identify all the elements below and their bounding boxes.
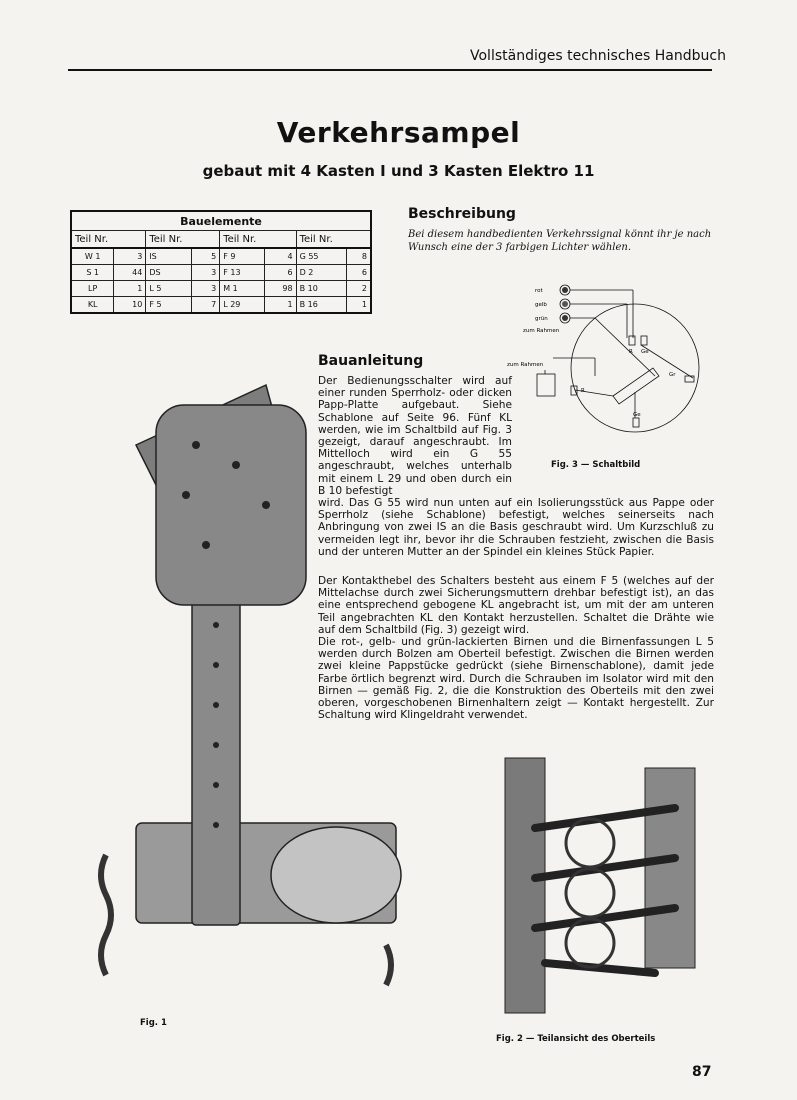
part-number: DS	[146, 265, 191, 281]
part-number: M 1	[220, 281, 265, 297]
wiring-schematic	[505, 280, 715, 460]
part-quantity: 6	[264, 265, 296, 281]
part-number: IS	[146, 248, 191, 265]
description-heading: Beschreibung	[408, 206, 516, 222]
running-header: Vollständiges technisches Handbuch	[470, 48, 726, 64]
label-gruen: grün	[535, 316, 548, 322]
fig3-caption: Fig. 3 — Schaltbild	[551, 460, 641, 470]
instructions-paragraph-1: Der Bedienungsschalter wird auf einer runden Sperrholz- oder dicken Papp-Platte aufgebaut. Siehe Schablone auf Seite 96. Fünf KL werden, wie im Schaltbild auf Fig. 3 gezeigt, darauf angeschraubt. Im Mittelloch wird ein G 55 angeschraubt, welches unterhalb mit einem L 29 und oben durch ein B 10 befestigt	[318, 375, 512, 497]
part-number: L 5	[146, 281, 191, 297]
label-ge-bottom: Ge	[633, 412, 641, 418]
header-rule	[68, 69, 712, 71]
part-quantity: 7	[191, 297, 220, 314]
part-number: KL	[71, 297, 114, 314]
part-quantity: 1	[346, 297, 371, 314]
part-number: B 16	[296, 297, 346, 314]
part-number: F 5	[146, 297, 191, 314]
part-number: D 2	[296, 265, 346, 281]
part-number: F 13	[220, 265, 265, 281]
part-number: G 55	[296, 248, 346, 265]
part-number: L 29	[220, 297, 265, 314]
parts-col-header: Teil Nr.	[71, 231, 146, 249]
table-row	[71, 297, 371, 314]
part-quantity: 10	[114, 297, 146, 314]
label-zum-rahmen-top: zum Rahmen	[523, 328, 560, 334]
parts-table-title: Bauelemente	[71, 211, 371, 231]
label-rot: rot	[535, 288, 543, 294]
page-subtitle: gebaut mit 4 Kasten I und 3 Kasten Elektro 11	[202, 162, 595, 180]
part-quantity: 3	[114, 248, 146, 265]
part-quantity: 98	[264, 281, 296, 297]
part-number: B 10	[296, 281, 346, 297]
page-number: 87	[692, 1064, 712, 1080]
instructions-paragraph-1-cont: wird. Das G 55 wird nun unten auf ein Isolierungsstück aus Pappe oder Sperrholz (siehe Schablone) befestigt, welches seinerseits nach Anbringung von zwei IS an die Basis geschraubt wird. Um Kurzschluß zu vermeiden legt ihr, bevor ihr die Schrauben festzieht, zwischen die Basis und der unteren Mutter an der Spindel ein kleines Stück Papier.	[318, 497, 714, 558]
instructions-paragraph-2: Der Kontakthebel des Schalters besteht aus einem F 5 (welches auf der Mittelachse durch zwei Sicherungsmuttern drehbar befestigt ist), an das eine entsprechend gebogene KL angebracht ist, um mit der am unteren Teil angebrachten KL den Kontakt herzustellen. Schaltet die Drähte wie auf dem Schaltbild (Fig. 3) gezeigt wird.	[318, 575, 714, 636]
part-quantity: 5	[191, 248, 220, 265]
part-quantity: 1	[264, 297, 296, 314]
part-quantity: 2	[346, 281, 371, 297]
part-quantity: 4	[264, 248, 296, 265]
part-quantity: 8	[346, 248, 371, 265]
part-number: S 1	[71, 265, 114, 281]
label-ge-top: Ge	[641, 349, 649, 355]
label-zum-rahmen-left: zum Rahmen	[507, 362, 544, 368]
part-quantity: 3	[191, 265, 220, 281]
fig1-caption: Fig. 1	[140, 1018, 167, 1028]
part-number: F 9	[220, 248, 265, 265]
label-r: R	[581, 388, 585, 394]
parts-table	[70, 210, 372, 314]
description-text: Bei diesem handbedienten Verkehrssignal könnt ihr je nach Wunsch eine der 3 farbigen Lichter wählen.	[408, 229, 712, 253]
parts-col-header: Teil Nr.	[296, 231, 371, 249]
page-title: Verkehrsampel	[276, 116, 521, 149]
table-row	[71, 248, 371, 265]
part-quantity: 3	[191, 281, 220, 297]
part-quantity: 44	[114, 265, 146, 281]
label-r-top: R	[629, 349, 633, 355]
upper-part-detail-photo	[495, 748, 705, 1023]
instructions-paragraph-3: Die rot-, gelb- und grün-lackierten Birnen und die Birnenfassungen L 5 werden durch Bolzen am Oberteil befestigt. Zwischen die Birnen werden zwei kleine Pappstücke gedrückt (siehe Birnenschablone), damit jede Farbe örtlich begrenzt wird. Durch die Schrauben im Isolator wird mit den Birnen — gemäß Fig. 2, die die Konstruktion des Oberteils mit den zwei oberen, vorgeschobenen Birnenhaltern zeigt — Kontakt hergestellt. Zur Schaltung wird Klingeldraht verwendet.	[318, 636, 714, 722]
part-quantity: 6	[346, 265, 371, 281]
part-quantity: 1	[114, 281, 146, 297]
label-gelb: gelb	[535, 302, 547, 308]
part-number: W 1	[71, 248, 114, 265]
label-gr: Gr	[669, 372, 676, 378]
table-row	[71, 281, 371, 297]
parts-col-header: Teil Nr.	[146, 231, 220, 249]
part-number: LP	[71, 281, 114, 297]
fig2-caption: Fig. 2 — Teilansicht des Oberteils	[496, 1034, 656, 1044]
instructions-heading: Bauanleitung	[318, 353, 424, 369]
parts-col-header: Teil Nr.	[220, 231, 296, 249]
table-row	[71, 265, 371, 281]
